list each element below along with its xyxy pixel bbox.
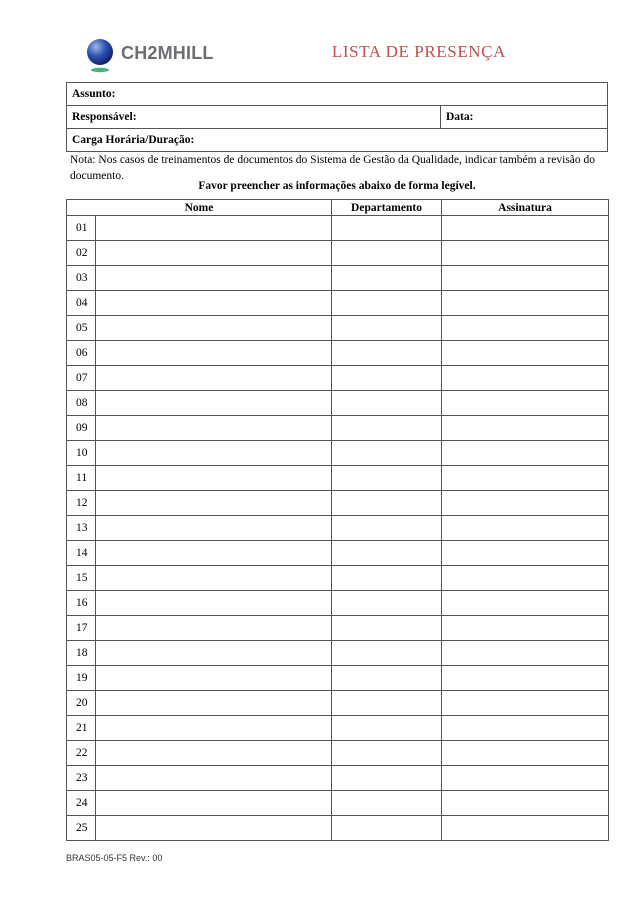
date-field[interactable]: Data: <box>441 106 608 129</box>
department-cell[interactable] <box>332 566 442 591</box>
signature-cell[interactable] <box>442 791 609 816</box>
department-cell[interactable] <box>332 441 442 466</box>
table-header-row <box>67 200 609 216</box>
row-number: 24 <box>67 791 96 816</box>
signature-cell[interactable] <box>442 516 609 541</box>
row-number: 01 <box>67 216 96 241</box>
row-number: 17 <box>67 616 96 641</box>
department-cell[interactable] <box>332 691 442 716</box>
signature-cell[interactable] <box>442 441 609 466</box>
department-cell[interactable] <box>332 416 442 441</box>
row-number: 19 <box>67 666 96 691</box>
row-number: 03 <box>67 266 96 291</box>
table-row <box>67 241 609 266</box>
name-cell[interactable] <box>96 441 332 466</box>
instruction-text: Favor preencher as informações abaixo de forma legível. <box>198 180 476 192</box>
name-cell[interactable] <box>96 466 332 491</box>
table-row <box>67 341 609 366</box>
signature-cell[interactable] <box>442 541 609 566</box>
department-cell[interactable] <box>332 466 442 491</box>
department-cell[interactable] <box>332 491 442 516</box>
department-cell[interactable] <box>332 366 442 391</box>
row-number: 11 <box>67 466 96 491</box>
row-number: 06 <box>67 341 96 366</box>
workload-field[interactable]: Carga Horária/Duração: <box>67 129 608 152</box>
signature-cell[interactable] <box>442 291 609 316</box>
row-number: 08 <box>67 391 96 416</box>
department-cell[interactable] <box>332 716 442 741</box>
table-row <box>67 816 609 841</box>
form-code: BRAS05-05-F5 Rev.: 00 <box>66 853 163 863</box>
department-cell[interactable] <box>332 241 442 266</box>
table-row <box>67 766 609 791</box>
signature-cell[interactable] <box>442 816 609 841</box>
name-cell[interactable] <box>96 316 332 341</box>
name-cell[interactable] <box>96 516 332 541</box>
signature-cell[interactable] <box>442 591 609 616</box>
department-cell[interactable] <box>332 266 442 291</box>
signature-cell[interactable] <box>442 666 609 691</box>
signature-cell[interactable] <box>442 616 609 641</box>
row-number: 16 <box>67 591 96 616</box>
row-number: 18 <box>67 641 96 666</box>
page-title: LISTA DE PRESENÇA <box>331 42 506 61</box>
row-number: 15 <box>67 566 96 591</box>
signature-cell[interactable] <box>442 766 609 791</box>
table-row <box>67 266 609 291</box>
subject-field[interactable]: Assunto: <box>67 83 608 106</box>
name-cell[interactable] <box>96 416 332 441</box>
table-row <box>67 441 609 466</box>
name-cell[interactable] <box>96 341 332 366</box>
signature-cell[interactable] <box>442 266 609 291</box>
attendance-rows <box>67 216 609 841</box>
row-number: 23 <box>67 766 96 791</box>
name-cell[interactable] <box>96 641 332 666</box>
department-cell[interactable] <box>332 816 442 841</box>
signature-cell[interactable] <box>442 741 609 766</box>
row-number: 05 <box>67 316 96 341</box>
signature-cell[interactable] <box>442 216 609 241</box>
name-cell[interactable] <box>96 766 332 791</box>
page-header <box>66 28 608 80</box>
responsible-field[interactable]: Responsável: <box>67 106 441 129</box>
signature-cell[interactable] <box>442 391 609 416</box>
table-row <box>67 366 609 391</box>
department-cell[interactable] <box>332 316 442 341</box>
table-row <box>67 541 609 566</box>
name-cell[interactable] <box>96 716 332 741</box>
department-cell[interactable] <box>332 666 442 691</box>
name-cell[interactable] <box>96 541 332 566</box>
name-cell[interactable] <box>96 691 332 716</box>
department-cell[interactable] <box>332 216 442 241</box>
name-cell[interactable] <box>96 566 332 591</box>
table-row <box>67 391 609 416</box>
table-row <box>67 216 609 241</box>
department-cell[interactable] <box>332 766 442 791</box>
row-number: 07 <box>67 366 96 391</box>
table-row <box>67 316 609 341</box>
name-cell[interactable] <box>96 791 332 816</box>
brand-name: CH2MHILL <box>121 43 214 63</box>
signature-cell[interactable] <box>442 491 609 516</box>
name-cell[interactable] <box>96 816 332 841</box>
row-number: 02 <box>67 241 96 266</box>
signature-cell[interactable] <box>442 366 609 391</box>
department-cell[interactable] <box>332 291 442 316</box>
table-row <box>67 666 609 691</box>
table-row <box>67 416 609 441</box>
column-header-department: Departamento <box>332 200 442 216</box>
row-number: 22 <box>67 741 96 766</box>
signature-cell[interactable] <box>442 316 609 341</box>
department-cell[interactable] <box>332 391 442 416</box>
name-cell[interactable] <box>96 591 332 616</box>
signature-cell[interactable] <box>442 716 609 741</box>
name-cell[interactable] <box>96 491 332 516</box>
ch2mhill-globe-logo <box>84 36 120 76</box>
row-number: 09 <box>67 416 96 441</box>
department-cell[interactable] <box>332 516 442 541</box>
row-number: 25 <box>67 816 96 841</box>
row-number: 20 <box>67 691 96 716</box>
name-cell[interactable] <box>96 666 332 691</box>
name-cell[interactable] <box>96 616 332 641</box>
column-header-signature: Assinatura <box>442 200 609 216</box>
department-cell[interactable] <box>332 541 442 566</box>
table-row <box>67 491 609 516</box>
name-cell[interactable] <box>96 366 332 391</box>
row-number: 14 <box>67 541 96 566</box>
row-number: 04 <box>67 291 96 316</box>
signature-cell[interactable] <box>442 466 609 491</box>
name-cell[interactable] <box>96 741 332 766</box>
note-text: Nota: Nos casos de treinamentos de documentos do Sistema de Gestão da Qualidade, indicar também a revisão do documento. <box>70 154 596 182</box>
table-row <box>67 641 609 666</box>
department-cell[interactable] <box>332 341 442 366</box>
column-header-name: Nome <box>67 200 332 216</box>
table-row <box>67 466 609 491</box>
table-row <box>67 741 609 766</box>
signature-cell[interactable] <box>442 341 609 366</box>
name-cell[interactable] <box>96 391 332 416</box>
table-row <box>67 791 609 816</box>
table-row <box>67 691 609 716</box>
signature-cell[interactable] <box>442 566 609 591</box>
row-number: 10 <box>67 441 96 466</box>
name-cell[interactable] <box>96 266 332 291</box>
table-row <box>67 716 609 741</box>
info-table <box>66 82 608 152</box>
signature-cell[interactable] <box>442 691 609 716</box>
table-row <box>67 566 609 591</box>
name-cell[interactable] <box>96 216 332 241</box>
row-number: 12 <box>67 491 96 516</box>
row-number: 13 <box>67 516 96 541</box>
department-cell[interactable] <box>332 641 442 666</box>
table-row <box>67 591 609 616</box>
table-row <box>67 291 609 316</box>
signature-cell[interactable] <box>442 416 609 441</box>
department-cell[interactable] <box>332 741 442 766</box>
name-cell[interactable] <box>96 241 332 266</box>
department-cell[interactable] <box>332 791 442 816</box>
signature-cell[interactable] <box>442 241 609 266</box>
department-cell[interactable] <box>332 591 442 616</box>
table-row <box>67 616 609 641</box>
signature-cell[interactable] <box>442 641 609 666</box>
name-cell[interactable] <box>96 291 332 316</box>
department-cell[interactable] <box>332 616 442 641</box>
table-row <box>67 516 609 541</box>
attendance-table <box>66 199 609 841</box>
row-number: 21 <box>67 716 96 741</box>
